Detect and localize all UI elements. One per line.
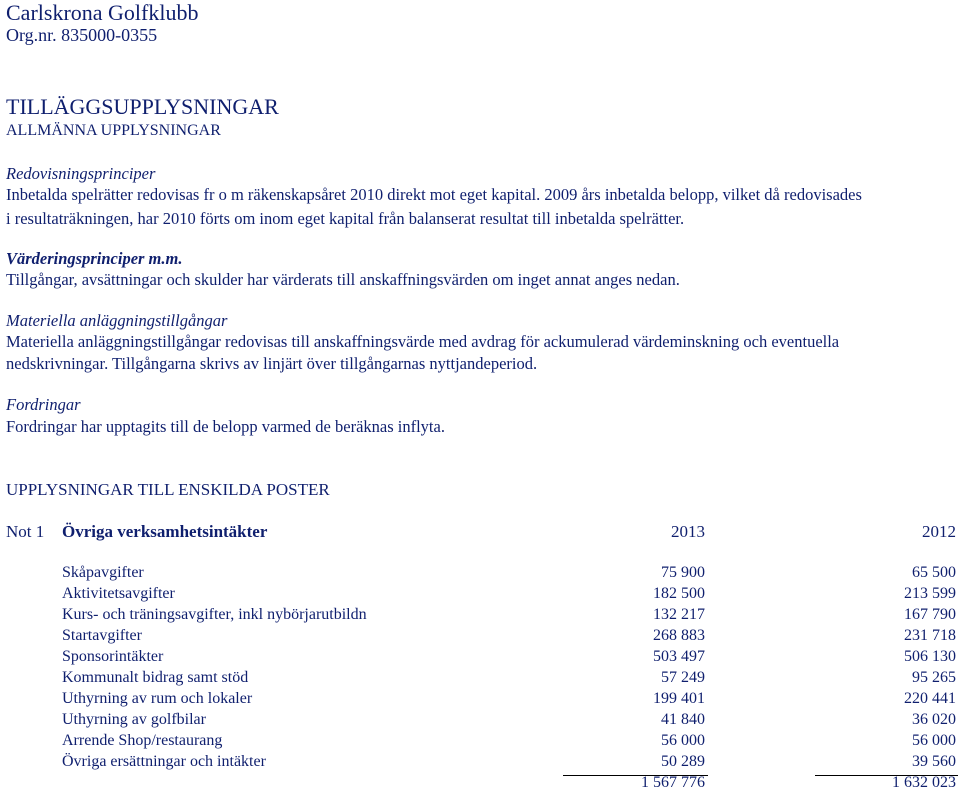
table-row-label: Skåpavgifter [62,564,144,581]
table-row-value-2013: 75 900 [661,564,705,581]
accounting-principles-title: Redovisningsprinciper [6,164,156,183]
general-info-heading: ALLMÄNNA UPPLYSNINGAR [6,122,221,139]
valuation-principles-title: Värderingsprinciper m.m. [6,249,183,268]
accounting-principles-line: i resultaträkningen, har 2010 förts om inom eget kapital från balanserat resultat till inbetalda spelrätter. [6,209,685,228]
tangible-assets-line: Materiella anläggningstillgångar redovisas till anskaffningsvärde med avdrag för ackumulerad värdeminskning och eventuella [6,332,840,351]
table-row-value-2012: 39 560 [912,753,956,770]
table-row-value-2012: 167 790 [904,606,956,623]
table-row-value-2012: 95 265 [912,669,956,686]
table-row-value-2013: 268 883 [653,627,705,644]
table-row-value-2012: 220 441 [904,690,956,707]
table-row-value-2013: 503 497 [653,648,705,665]
posts-heading: UPPLYSNINGAR TILL ENSKILDA POSTER [6,480,330,499]
tangible-assets-line: nedskrivningar. Tillgångarna skrivs av linjärt över tillgångarnas nyttjandeperiod. [6,354,538,373]
receivables-line: Fordringar har upptagits till de belopp varmed de beräknas inflyta. [6,417,445,436]
table-row-value-2012: 213 599 [904,585,956,602]
table-row-value-2013: 50 289 [661,753,705,770]
tangible-assets-title: Materiella anläggningstillgångar [6,311,228,330]
year-2012-header: 2012 [922,522,956,541]
table-row-label: Kommunalt bidrag samt stöd [62,669,249,686]
table-row-label: Aktivitetsavgifter [62,585,175,602]
table-row-label: Uthyrning av golfbilar [62,711,206,728]
table-row-value-2013: 41 840 [661,711,705,728]
table-row-value-2012: 65 500 [912,564,956,581]
table-row-value-2013: 57 249 [661,669,705,686]
total-2013: 1 567 776 [641,774,705,791]
table-row-value-2012: 56 000 [912,732,956,749]
table-row-value-2013: 182 500 [653,585,705,602]
table-row-value-2012: 506 130 [904,648,956,665]
table-row-value-2013: 56 000 [661,732,705,749]
total-2012: 1 632 023 [892,774,956,791]
table-row-label: Övriga ersättningar och intäkter [62,753,266,770]
table-row-value-2012: 36 020 [912,711,956,728]
table-row-label: Uthyrning av rum och lokaler [62,690,253,707]
table-row-value-2013: 199 401 [653,690,705,707]
table-row-label: Sponsorintäkter [62,648,164,665]
valuation-principles-line: Tillgångar, avsättningar och skulder har värderats till anskaffningsvärden om inget annat anges nedan. [6,270,680,289]
table-row-value-2012: 231 718 [904,627,956,644]
note-title: Övriga verksamhetsintäkter [62,522,268,541]
note-label: Not 1 [6,522,45,541]
table-row-value-2013: 132 217 [653,606,705,623]
receivables-title: Fordringar [6,395,81,414]
club-name: Carlskrona Golfklubb [6,0,199,25]
org-number: Org.nr. 835000-0355 [6,25,158,45]
table-row-label: Arrende Shop/restaurang [62,732,223,749]
table-row-label: Kurs- och träningsavgifter, inkl nybörjarutbildn [62,606,367,623]
year-2013-header: 2013 [671,522,705,541]
accounting-principles-line: Inbetalda spelrätter redovisas fr o m räkenskapsåret 2010 direkt mot eget kapital. 2009 års inbetalda belopp, vilket då redovisades [6,185,862,204]
supplementary-heading: TILLÄGGSUPPLYSNINGAR [6,94,279,119]
table-row-label: Startavgifter [62,627,142,644]
